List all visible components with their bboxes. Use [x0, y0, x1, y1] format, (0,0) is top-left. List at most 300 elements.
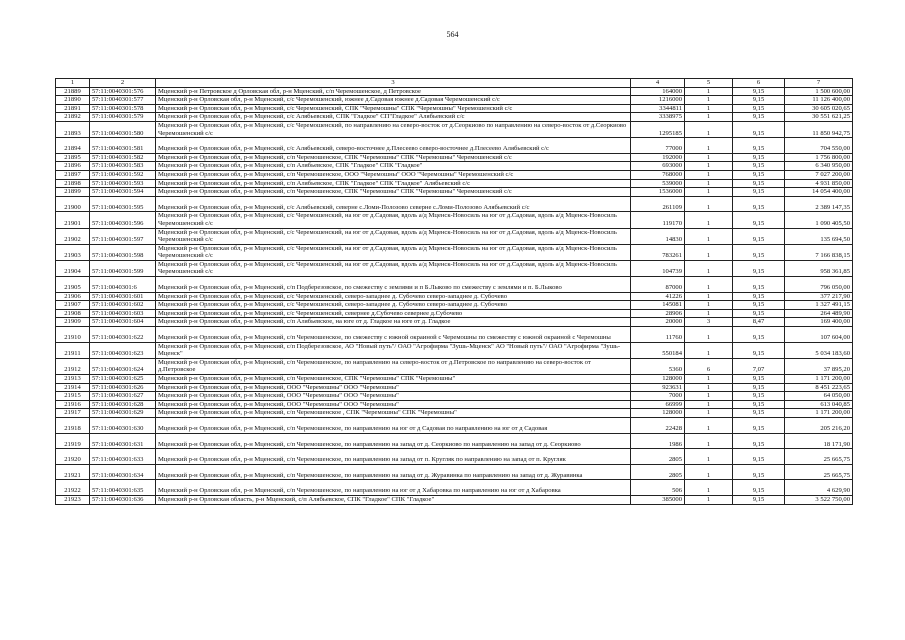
cadastral-value: 205 216,20 [785, 417, 853, 433]
description-text: Мценский р-н Орловская обл, р-н Мценский, с/п Черемошенское, по направлению на запад от д. Сеоркиово по направлению на запад от д. Сеоркиово [158, 440, 581, 448]
location-description [156, 212, 631, 228]
cadastral-number: 57:11:0040301:636 [90, 495, 156, 504]
category-value: 1 [685, 153, 733, 162]
cadastral-value: 6 340 950,00 [785, 162, 853, 171]
description-text: Мценский р-н Орловская обл, р-н Мценский, с/п Черемошенское, СПК "Черемошны" СПК "Черемошны" Черемошенский с/с [158, 153, 512, 161]
location-description [156, 301, 631, 310]
category-value: 1 [685, 244, 733, 260]
header-row [56, 79, 853, 88]
cadastral-value: 30 605 020,65 [785, 104, 853, 113]
row-number: 21891 [56, 104, 90, 113]
cadastral-value: 1 090 405,50 [785, 212, 853, 228]
row-number: 21901 [56, 212, 90, 228]
table-row [56, 392, 853, 401]
column-header: 7 [785, 79, 853, 88]
cadastral-value: 4 931 850,00 [785, 179, 853, 188]
area-value: 1536000 [631, 188, 685, 197]
cadastral-number: 57:11:0040301:577 [90, 96, 156, 105]
description-text: Мценский р-н Орловская обл, р-н Мценский, с/с Черемошенский, на юг от д.Садовая, вдоль а/д Мценск-Новосиль на юг от д.Садовая, вдоль а/д Мценск-Новосиль Черемошенский с/с [158, 260, 617, 276]
category-value: 1 [685, 292, 733, 301]
area-value: 41226 [631, 292, 685, 301]
rate-value: 9,15 [733, 480, 785, 496]
table-row [56, 179, 853, 188]
location-description [156, 409, 631, 418]
area-value: 539000 [631, 179, 685, 188]
row-number: 21905 [56, 277, 90, 293]
cadastral-value: 5 034 183,60 [785, 342, 853, 358]
row-number: 21923 [56, 495, 90, 504]
location-description [156, 260, 631, 276]
cadastral-number: 57:11:0040301:634 [90, 464, 156, 480]
area-value: 119170 [631, 212, 685, 228]
row-number: 21892 [56, 113, 90, 122]
cadastral-number: 57:11:0040301:604 [90, 318, 156, 327]
column-header: 1 [56, 79, 90, 88]
rate-value: 9,15 [733, 162, 785, 171]
rate-value: 9,15 [733, 277, 785, 293]
area-value: 923631 [631, 383, 685, 392]
location-description [156, 309, 631, 318]
location-description [156, 87, 631, 96]
row-number: 21899 [56, 188, 90, 197]
row-number: 21895 [56, 153, 90, 162]
table-row [56, 87, 853, 96]
row-number: 21913 [56, 375, 90, 384]
category-value: 1 [685, 113, 733, 122]
area-value: 2805 [631, 449, 685, 465]
table-row [56, 196, 853, 212]
cadastral-value: 11 126 400,00 [785, 96, 853, 105]
category-value: 1 [685, 392, 733, 401]
area-value: 783261 [631, 244, 685, 260]
location-description [156, 383, 631, 392]
description-text: Мценский р-н Орловская обл, р-н Мценский, ООО "Черемошны" ООО "Черемошны" [158, 400, 399, 408]
area-value: 2805 [631, 464, 685, 480]
cadastral-number: 57:11:0040301:6 [90, 277, 156, 293]
table-row [56, 113, 853, 122]
table-row [56, 309, 853, 318]
rate-value: 9,15 [733, 244, 785, 260]
cadastral-value: 25 665,75 [785, 464, 853, 480]
category-value: 1 [685, 409, 733, 418]
rate-value: 9,15 [733, 87, 785, 96]
cadastral-value: 1 171 200,00 [785, 409, 853, 418]
rate-value: 9,15 [733, 179, 785, 188]
row-number: 21919 [56, 433, 90, 449]
cadastral-value: 1 171 200,00 [785, 375, 853, 384]
cadastral-number: 57:11:0040301:595 [90, 196, 156, 212]
table-row [56, 153, 853, 162]
cadastral-value: 704 550,00 [785, 138, 853, 154]
cadastral-value: 264 489,90 [785, 309, 853, 318]
row-number: 21898 [56, 179, 90, 188]
rate-value: 9,15 [733, 212, 785, 228]
cadastral-number: 57:11:0040301:633 [90, 449, 156, 465]
table-row [56, 327, 853, 343]
description-text: Мценский р-н Орловская обл, р-н Мценский, с/п Алябьевское, СПК "Гладкое" СПК "Гладкое" [158, 162, 423, 170]
location-description [156, 196, 631, 212]
location-description [156, 138, 631, 154]
rate-value: 9,15 [733, 417, 785, 433]
category-value: 1 [685, 196, 733, 212]
rate-value: 9,15 [733, 433, 785, 449]
cadastral-value: 135 694,50 [785, 228, 853, 244]
area-value: 66999 [631, 400, 685, 409]
area-value: 5360 [631, 358, 685, 374]
description-text: Мценский р-н Орловская обл, р-н Мценский, с/с Черемошенский, на юг от д.Садовая, вдоль а/д Мценск-Новосиль на юг от д.Садовая, вдоль а/д Мценск-Новосиль Черемошенский с/с [158, 228, 617, 244]
location-description [156, 392, 631, 401]
area-value: 3338975 [631, 113, 685, 122]
description-text: Мценский р-н Петровское д Орловская обл, р-н Мценский, с/п Черемошенское, д Петровское [158, 87, 421, 95]
cadastral-number: 57:11:0040301:582 [90, 153, 156, 162]
area-value: 1986 [631, 433, 685, 449]
category-value: 1 [685, 121, 733, 137]
location-description [156, 277, 631, 293]
cadastral-number: 57:11:0040301:603 [90, 309, 156, 318]
row-number: 21900 [56, 196, 90, 212]
table-row [56, 170, 853, 179]
rate-value: 9,15 [733, 400, 785, 409]
area-value: 1295185 [631, 121, 685, 137]
cadastral-number: 57:11:0040301:593 [90, 179, 156, 188]
rate-value: 9,15 [733, 495, 785, 504]
table-row [56, 260, 853, 276]
cadastral-number: 57:11:0040301:623 [90, 342, 156, 358]
row-number: 21915 [56, 392, 90, 401]
row-number: 21908 [56, 309, 90, 318]
cadastral-number: 57:11:0040301:592 [90, 170, 156, 179]
area-value: 11760 [631, 327, 685, 343]
cadastral-value: 613 040,85 [785, 400, 853, 409]
rate-value: 9,15 [733, 104, 785, 113]
row-number: 21893 [56, 121, 90, 137]
cadastral-number: 57:11:0040301:629 [90, 409, 156, 418]
rate-value: 9,15 [733, 138, 785, 154]
description-text: Мценский р-н Орловская обл, р-н Мценский, с/п Черемошенское, по направлению на запад от д. Журавинка по направлению на запад от д. Журавинка [158, 471, 583, 479]
row-number: 21911 [56, 342, 90, 358]
category-value: 1 [685, 260, 733, 276]
description-text: Мценский р-н Орловская обл, р-н Мценский, с/с Алябьевский, северне с.Ломи-Полозово северне с.Ломи-Полозово Алябьевский с/с [158, 203, 530, 211]
row-number: 21921 [56, 464, 90, 480]
description-text: Мценский р-н Орловская обл, р-н Мценский, с/п Черемошенское, СПК "Черемошны" СПК "Черемошны" [158, 375, 456, 382]
cadastral-number: 57:11:0040301:602 [90, 301, 156, 310]
cadastral-value: 1 756 800,00 [785, 153, 853, 162]
cadastral-value: 64 050,00 [785, 392, 853, 401]
cadastral-number: 57:11:0040301:622 [90, 327, 156, 343]
area-value: 7000 [631, 392, 685, 401]
table-row [56, 358, 853, 374]
category-value: 1 [685, 212, 733, 228]
row-number: 21902 [56, 228, 90, 244]
rate-value: 9,15 [733, 170, 785, 179]
rate-value: 9,15 [733, 375, 785, 384]
row-number: 21920 [56, 449, 90, 465]
location-description [156, 400, 631, 409]
row-number: 21889 [56, 87, 90, 96]
location-description [156, 292, 631, 301]
description-text: Мценский р-н Орловская обл, р-н Мценский, ООО "Черемошны" ООО "Черемошны" [158, 392, 399, 400]
row-number: 21910 [56, 327, 90, 343]
area-value: 87000 [631, 277, 685, 293]
row-number: 21907 [56, 301, 90, 310]
cadastral-number: 57:11:0040301:626 [90, 383, 156, 392]
category-value: 3 [685, 318, 733, 327]
area-value: 104739 [631, 260, 685, 276]
cadastral-number: 57:11:0040301:597 [90, 228, 156, 244]
location-description [156, 228, 631, 244]
category-value: 1 [685, 342, 733, 358]
cadastral-value: 796 050,00 [785, 277, 853, 293]
cadastral-number: 57:11:0040301:630 [90, 417, 156, 433]
description-text: Мценский р-н Орловская обл, р-н Мценский, с/с Черемошенский, по направлению на северо-восток от д.Сеоркиово по направлению на северо-восток от д.Сеоркиово Черемошенский с/с [158, 121, 627, 137]
rate-value: 9,15 [733, 228, 785, 244]
rate-value: 9,15 [733, 153, 785, 162]
cadastral-number: 57:11:0040301:579 [90, 113, 156, 122]
rate-value: 9,15 [733, 196, 785, 212]
row-number: 21894 [56, 138, 90, 154]
description-text: Мценский р-н Орловская обл, р-н Мценский, с/п Подберезовское, по смежеству с землями и п Б.Лыково по смежеству с землями и п. Б.Лыково [158, 284, 562, 292]
category-value: 1 [685, 400, 733, 409]
cadastral-number: 57:11:0040301:599 [90, 260, 156, 276]
cadastral-number: 57:11:0040301:596 [90, 212, 156, 228]
category-value: 1 [685, 495, 733, 504]
rate-value: 9,15 [733, 309, 785, 318]
table-row [56, 464, 853, 480]
description-text: Мценский р-н Орловская обл, р-н Мценский, с/с Черемошенский, на юг от д.Садовая, вдоль а/д Мценск-Новосиль на юг от д.Садовая, вдоль а/д Мценск-Новосиль Черемошенский с/с [158, 212, 617, 227]
table-row [56, 212, 853, 228]
cadastral-value: 7 027 200,00 [785, 170, 853, 179]
table-row [56, 121, 853, 137]
rate-value: 7,07 [733, 358, 785, 374]
cadastral-value: 107 604,00 [785, 327, 853, 343]
location-description [156, 121, 631, 137]
description-text: Мценский р-н Орловская обл, р-н Мценский, с/с Алябьевский, северо-восточнее д.Плесеево северо-восточнее д.Плесеево Алябьевский с/с [158, 145, 549, 153]
cadastral-value: 169 400,00 [785, 318, 853, 327]
cadastral-number: 57:11:0040301:576 [90, 87, 156, 96]
category-value: 1 [685, 449, 733, 465]
rate-value: 8,47 [733, 318, 785, 327]
cadastral-number: 57:11:0040301:624 [90, 358, 156, 374]
description-text: Мценский р-н Орловская обл, р-н Мценский, с/п Алябьевское, СПК "Гладкое" СПК "Гладкое" Алябьевский с/с [158, 179, 471, 187]
row-number: 21922 [56, 480, 90, 496]
location-description [156, 327, 631, 343]
table-row [56, 342, 853, 358]
row-number: 21916 [56, 400, 90, 409]
description-text: Мценский р-н Орловская обл, р-н Мценский, ООО "Черемошны" ООО "Черемошны" [158, 383, 399, 391]
rate-value: 9,15 [733, 188, 785, 197]
location-description [156, 375, 631, 384]
area-value: 128000 [631, 409, 685, 418]
row-number: 21914 [56, 383, 90, 392]
description-text: Мценский р-н Орловская область, р-н Мценский, с/п Алябьевское, СПК "Гладкое" СПК "Гладкое" [158, 495, 435, 503]
category-value: 1 [685, 327, 733, 343]
cadastral-value: 377 217,90 [785, 292, 853, 301]
cadastral-value: 2 389 147,35 [785, 196, 853, 212]
row-number: 21904 [56, 260, 90, 276]
table-row [56, 318, 853, 327]
rate-value: 9,15 [733, 96, 785, 105]
category-value: 1 [685, 433, 733, 449]
location-description [156, 162, 631, 171]
category-value: 1 [685, 138, 733, 154]
cadastral-number: 57:11:0040301:581 [90, 138, 156, 154]
row-number: 21912 [56, 358, 90, 374]
cadastral-number: 57:11:0040301:635 [90, 480, 156, 496]
area-value: 550184 [631, 342, 685, 358]
area-value: 164000 [631, 87, 685, 96]
area-value: 1216000 [631, 96, 685, 105]
area-value: 192000 [631, 153, 685, 162]
cadastral-number: 57:11:0040301:625 [90, 375, 156, 384]
table-row [56, 104, 853, 113]
column-header: 3 [156, 79, 631, 88]
category-value: 1 [685, 375, 733, 384]
row-number: 21903 [56, 244, 90, 260]
location-description [156, 464, 631, 480]
cadastral-number: 57:11:0040301:594 [90, 188, 156, 197]
rate-value: 9,15 [733, 342, 785, 358]
row-number: 21896 [56, 162, 90, 171]
table-row [56, 480, 853, 496]
cadastral-value: 4 629,90 [785, 480, 853, 496]
category-value: 1 [685, 383, 733, 392]
description-text: Мценский р-н Орловская обл, р-н Мценский, с/п Черемошенское, по смежеству с южной окраиной с Черемошны по смежеству с южной окраиной с Черемошны [158, 334, 611, 342]
area-value: 768000 [631, 170, 685, 179]
category-value: 1 [685, 96, 733, 105]
column-header: 6 [733, 79, 785, 88]
rate-value: 9,15 [733, 292, 785, 301]
row-number: 21906 [56, 292, 90, 301]
cadastral-number: 57:11:0040301:628 [90, 400, 156, 409]
area-value: 506 [631, 480, 685, 496]
area-value: 20000 [631, 318, 685, 327]
location-description [156, 244, 631, 260]
area-value: 77000 [631, 138, 685, 154]
column-header: 4 [631, 79, 685, 88]
row-number: 21917 [56, 409, 90, 418]
cadastral-number: 57:11:0040301:627 [90, 392, 156, 401]
cadastral-number: 57:11:0040301:601 [90, 292, 156, 301]
cadastral-number: 57:11:0040301:580 [90, 121, 156, 137]
area-value: 14830 [631, 228, 685, 244]
category-value: 1 [685, 309, 733, 318]
category-value: 1 [685, 228, 733, 244]
row-number: 21918 [56, 417, 90, 433]
rate-value: 9,15 [733, 121, 785, 137]
cadastral-value: 11 850 942,75 [785, 121, 853, 137]
cadastral-value: 3 522 750,00 [785, 495, 853, 504]
area-value: 3344811 [631, 104, 685, 113]
row-number: 21897 [56, 170, 90, 179]
description-text: Мценский р-н Орловская обл, р-н Мценский, с/с Черемошенский, СПК "Черемошны" СПК "Черемошны" Черемошенский с/с [158, 104, 513, 112]
page-number: 564 [446, 30, 459, 39]
location-description [156, 342, 631, 358]
category-value: 1 [685, 162, 733, 171]
location-description [156, 417, 631, 433]
location-description [156, 104, 631, 113]
description-text: Мценский р-н Орловская обл, р-н Мценский, с/п Черемошенское, ООО "Черемошны" ООО "Черемошны" Черемошенский с/с [158, 170, 514, 178]
cadastral-value: 37 895,20 [785, 358, 853, 374]
category-value: 1 [685, 170, 733, 179]
cadastral-number: 57:11:0040301:598 [90, 244, 156, 260]
table-row [56, 383, 853, 392]
location-description [156, 113, 631, 122]
table-row [56, 495, 853, 504]
location-description [156, 495, 631, 504]
location-description [156, 433, 631, 449]
table-row [56, 417, 853, 433]
category-value: 1 [685, 277, 733, 293]
rate-value: 9,15 [733, 327, 785, 343]
column-header: 5 [685, 79, 733, 88]
area-value: 385000 [631, 495, 685, 504]
area-value: 128000 [631, 375, 685, 384]
location-description [156, 318, 631, 327]
table-row [56, 400, 853, 409]
cadastral-value: 18 171,90 [785, 433, 853, 449]
description-text: Мценский р-н Орловская обл, р-н Мценский, с/п Черемошенское, СПК "Черемошны" СПК "Черемошны" Черемошенский с/с [158, 188, 512, 196]
category-value: 1 [685, 301, 733, 310]
area-value: 145081 [631, 301, 685, 310]
cadastral-number: 57:11:0040301:631 [90, 433, 156, 449]
area-value: 28906 [631, 309, 685, 318]
table-row [56, 301, 853, 310]
category-value: 1 [685, 464, 733, 480]
column-header: 2 [90, 79, 156, 88]
rate-value: 9,15 [733, 392, 785, 401]
description-text: Мценский р-н Орловская обл, р-н Мценский, с/с Алябьевский, СПК "Гладкое" СП"Гладкое" Алябьевский с/с [158, 113, 465, 121]
category-value: 1 [685, 480, 733, 496]
land-register-table [55, 78, 853, 505]
table-row [56, 244, 853, 260]
rate-value: 9,15 [733, 383, 785, 392]
location-description [156, 170, 631, 179]
description-text: Мценский р-н Орловская обл, р-н Мценский, с/п Черемошенское, по направлению на юг от д Садовая по направлению на юг от д Садовая [158, 424, 548, 432]
table-row [56, 138, 853, 154]
description-text: Мценский р-н Орловская обл, р-н Мценский, с/п Подберезовское, АО "Новый путь"/ ОАО "Агрофирма "Зушь-Мценск" АО "Новый путь"/ ОАО "Агрофирма "Зушь-Мценск" [158, 342, 621, 358]
rate-value: 9,15 [733, 464, 785, 480]
description-text: Мценский р-н Орловская обл, р-н Мценский, с/п Черемошенское , СПК "Черемошны" СПК "Черемошны" [158, 409, 457, 417]
rate-value: 9,15 [733, 260, 785, 276]
table-row [56, 277, 853, 293]
category-value: 6 [685, 358, 733, 374]
category-value: 1 [685, 179, 733, 188]
row-number: 21909 [56, 318, 90, 327]
cadastral-value: 958 361,85 [785, 260, 853, 276]
table-row [56, 292, 853, 301]
cadastral-value: 1 500 600,00 [785, 87, 853, 96]
cadastral-number: 57:11:0040301:578 [90, 104, 156, 113]
location-description [156, 153, 631, 162]
description-text: Мценский р-н Орловская обл, р-н Мценский, с/с Черемошенский, севернее д.Субочево севернее д.Субочево [158, 309, 463, 317]
description-text: Мценский р-н Орловская обл, р-н Мценский, с/с Черемошенский, северо-западнее д. Субочево северо-западнее д. Субочево [158, 301, 507, 309]
location-description [156, 358, 631, 374]
rate-value: 9,15 [733, 449, 785, 465]
description-text: Мценский р-н Орловская обл, р-н Мценский, с/п Черемошенское, по направлению на северо-восток от д.Петровское по направлению на северо-восток от д.Петровское [158, 358, 591, 374]
table-row [56, 409, 853, 418]
row-number: 21890 [56, 96, 90, 105]
area-value: 261109 [631, 196, 685, 212]
table-row [56, 449, 853, 465]
category-value: 1 [685, 417, 733, 433]
location-description [156, 480, 631, 496]
area-value: 22428 [631, 417, 685, 433]
category-value: 1 [685, 188, 733, 197]
category-value: 1 [685, 104, 733, 113]
description-text: Мценский р-н Орловская обл, р-н Мценский, с/п Черемошенское, по направлению на юг от д Хабаровка по направлению на юг от д Хабаровка [158, 487, 561, 495]
description-text: Мценский р-н Орловская обл, р-н Мценский, с/п Черемошенское, по направлению на запад от п. Кругляк по направлению на запад от п. Кругляк [158, 456, 566, 464]
location-description [156, 179, 631, 188]
